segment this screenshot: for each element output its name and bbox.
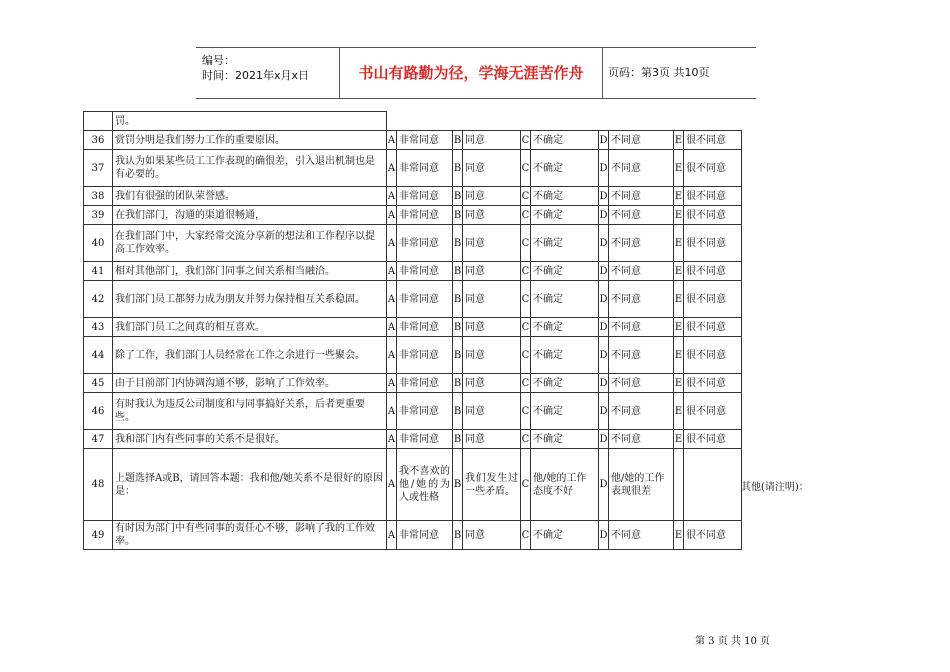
option-e[interactable]: 很不同意	[684, 374, 742, 393]
question-text: 在我们部门中，大家经常交流分享新的想法和工作程序以提高工作效率。	[113, 225, 387, 262]
option-d[interactable]: 他/她的工作表现很差	[609, 449, 674, 521]
row-number: 48	[84, 449, 113, 521]
option-letter-c[interactable]: C	[521, 430, 531, 449]
option-letter-d[interactable]: D	[599, 150, 609, 187]
option-c[interactable]: 不确定	[531, 521, 599, 550]
option-letter-d[interactable]: D	[599, 131, 609, 150]
option-a[interactable]: 非常同意	[397, 131, 453, 150]
option-letter-a[interactable]: A	[387, 131, 397, 150]
option-letter-a[interactable]: A	[387, 521, 397, 550]
option-letter-b[interactable]: B	[453, 206, 463, 225]
option-b[interactable]: 同意	[463, 225, 521, 262]
row-number: 38	[84, 187, 113, 206]
row-number: 40	[84, 225, 113, 262]
option-a[interactable]: 我不喜欢的他/她的为人或性格	[397, 449, 453, 521]
option-letter-b[interactable]: B	[453, 150, 463, 187]
option-e[interactable]: 很不同意	[684, 187, 742, 206]
option-letter-d[interactable]: D	[599, 262, 609, 281]
option-b[interactable]: 同意	[463, 337, 521, 374]
option-letter-d[interactable]: D	[599, 521, 609, 550]
option-letter-a[interactable]: A	[387, 281, 397, 318]
option-letter-c[interactable]: C	[521, 225, 531, 262]
option-c[interactable]: 他/她的工作态度不好	[531, 449, 599, 521]
option-a[interactable]: 非常同意	[397, 521, 453, 550]
option-c[interactable]: 不确定	[531, 262, 599, 281]
option-letter-c[interactable]: C	[521, 521, 531, 550]
question-row	[84, 374, 742, 393]
page-footer: 第 3 页 共 10 页	[695, 636, 770, 647]
option-c[interactable]: 不确定	[531, 374, 599, 393]
option-b[interactable]: 同意	[463, 131, 521, 150]
question-text: 在我们部门，沟通的渠道很畅通，	[113, 206, 387, 225]
option-letter-c[interactable]: C	[521, 262, 531, 281]
option-letter-a[interactable]: A	[387, 187, 397, 206]
option-e	[684, 449, 742, 521]
option-letter-c[interactable]: C	[521, 449, 531, 521]
option-letter-e[interactable]: E	[674, 187, 684, 206]
question-text: 上题选择A或B，请回答本题：我和他/她关系不是很好的原因是：	[113, 449, 387, 521]
option-letter-a[interactable]: A	[387, 449, 397, 521]
option-d[interactable]: 不同意	[609, 521, 674, 550]
option-letter-a[interactable]: A	[387, 337, 397, 374]
option-a[interactable]: 非常同意	[397, 337, 453, 374]
option-a[interactable]: 非常同意	[397, 281, 453, 318]
row-number: 41	[84, 262, 113, 281]
option-c[interactable]: 不确定	[531, 393, 599, 430]
option-a[interactable]: 非常同意	[397, 206, 453, 225]
option-letter-a[interactable]: A	[387, 430, 397, 449]
option-e[interactable]: 很不同意	[684, 131, 742, 150]
row-number: 45	[84, 374, 113, 393]
option-d[interactable]: 不同意	[609, 131, 674, 150]
number-label: 编号：	[202, 54, 235, 67]
option-a[interactable]: 非常同意	[397, 225, 453, 262]
question-row	[84, 225, 742, 262]
option-a[interactable]: 非常同意	[397, 374, 453, 393]
question-text: 有时因为部门中有些同事的责任心不够，影响了我的工作效率。	[113, 521, 387, 550]
header-meta	[196, 48, 340, 98]
option-letter-e[interactable]: E	[674, 225, 684, 262]
question-row	[84, 521, 742, 550]
option-letter-d[interactable]: D	[599, 281, 609, 318]
option-b[interactable]: 同意	[463, 521, 521, 550]
option-d[interactable]: 不同意	[609, 337, 674, 374]
row-number	[84, 112, 113, 131]
option-letter-d[interactable]: D	[599, 225, 609, 262]
option-b[interactable]: 我们发生过一些矛盾。	[463, 449, 521, 521]
option-e[interactable]: 很不同意	[684, 225, 742, 262]
option-d[interactable]: 不同意	[609, 374, 674, 393]
row-number: 43	[84, 318, 113, 337]
option-d[interactable]: 不同意	[609, 225, 674, 262]
option-letter-b[interactable]: B	[453, 337, 463, 374]
option-a[interactable]: 非常同意	[397, 318, 453, 337]
option-letter-d[interactable]: D	[599, 318, 609, 337]
survey-table	[83, 111, 742, 550]
option-d[interactable]: 不同意	[609, 430, 674, 449]
option-b[interactable]: 同意	[463, 187, 521, 206]
question-row	[84, 281, 742, 318]
option-c[interactable]: 不确定	[531, 337, 599, 374]
option-c[interactable]: 不确定	[531, 150, 599, 187]
option-a[interactable]: 非常同意	[397, 187, 453, 206]
option-letter-d[interactable]: D	[599, 206, 609, 225]
option-letter-b[interactable]: B	[453, 521, 463, 550]
question-row	[84, 337, 742, 374]
option-letter-e[interactable]: E	[674, 131, 684, 150]
option-e[interactable]: 很不同意	[684, 521, 742, 550]
option-d[interactable]: 不同意	[609, 262, 674, 281]
option-letter-e[interactable]: E	[674, 393, 684, 430]
option-letter-e[interactable]: E	[674, 430, 684, 449]
question-row	[84, 318, 742, 337]
option-letter-e	[674, 449, 684, 521]
option-c[interactable]: 不确定	[531, 187, 599, 206]
option-b[interactable]: 同意	[463, 430, 521, 449]
option-letter-d[interactable]: D	[599, 449, 609, 521]
option-letter-a[interactable]: A	[387, 318, 397, 337]
row-number: 49	[84, 521, 113, 550]
option-letter-e[interactable]: E	[674, 374, 684, 393]
option-letter-c[interactable]: C	[521, 393, 531, 430]
option-letter-e[interactable]: E	[674, 150, 684, 187]
option-b[interactable]: 同意	[463, 281, 521, 318]
option-letter-c[interactable]: C	[521, 187, 531, 206]
option-letter-d[interactable]: D	[599, 337, 609, 374]
option-d[interactable]: 不同意	[609, 187, 674, 206]
option-c[interactable]: 不确定	[531, 281, 599, 318]
option-letter-d[interactable]: D	[599, 374, 609, 393]
option-d[interactable]: 不同意	[609, 393, 674, 430]
option-letter-c[interactable]: C	[521, 374, 531, 393]
option-e[interactable]: 很不同意	[684, 150, 742, 187]
option-letter-e[interactable]: E	[674, 206, 684, 225]
option-b[interactable]: 同意	[463, 374, 521, 393]
row-number: 44	[84, 337, 113, 374]
question-text: 相对其他部门，我们部门同事之间关系相当融洽。	[113, 262, 387, 281]
option-e[interactable]: 很不同意	[684, 430, 742, 449]
option-letter-a[interactable]: A	[387, 206, 397, 225]
option-letter-b[interactable]: B	[453, 281, 463, 318]
row-number: 39	[84, 206, 113, 225]
question-text: 我和部门内有些同事的关系不是很好。	[113, 430, 387, 449]
option-e[interactable]: 很不同意	[684, 262, 742, 281]
option-letter-c[interactable]: C	[521, 318, 531, 337]
option-letter-a[interactable]: A	[387, 150, 397, 187]
option-letter-a[interactable]: A	[387, 225, 397, 262]
question-row	[84, 187, 742, 206]
question-text: 我认为如果某些员工工作表现的确很差，引入退出机制也是有必要的。	[113, 150, 387, 187]
option-letter-a[interactable]: A	[387, 374, 397, 393]
option-letter-e[interactable]: E	[674, 337, 684, 374]
option-letter-c[interactable]: C	[521, 337, 531, 374]
option-letter-b[interactable]: B	[453, 430, 463, 449]
other-option-label: 其他(请注明)：	[741, 481, 809, 493]
question-text: 由于目前部门内协调沟通不够，影响了工作效率。	[113, 374, 387, 393]
question-row	[84, 430, 742, 449]
time-label: 时间：2021年x月x日	[202, 69, 310, 82]
option-d[interactable]: 不同意	[609, 206, 674, 225]
option-b[interactable]: 同意	[463, 206, 521, 225]
option-letter-b[interactable]: B	[453, 374, 463, 393]
option-a[interactable]: 非常同意	[397, 262, 453, 281]
option-letter-e[interactable]: E	[674, 521, 684, 550]
option-c[interactable]: 不确定	[531, 131, 599, 150]
option-letter-e[interactable]: E	[674, 318, 684, 337]
page-header	[196, 47, 756, 99]
option-letter-c[interactable]: C	[521, 131, 531, 150]
option-letter-a[interactable]: A	[387, 262, 397, 281]
option-b[interactable]: 同意	[463, 393, 521, 430]
row-number: 46	[84, 393, 113, 430]
option-letter-b[interactable]: B	[453, 318, 463, 337]
option-letter-b[interactable]: B	[453, 262, 463, 281]
option-d[interactable]: 不同意	[609, 150, 674, 187]
option-letter-e[interactable]: E	[674, 262, 684, 281]
option-c[interactable]: 不确定	[531, 225, 599, 262]
question-row	[84, 206, 742, 225]
option-letter-a[interactable]: A	[387, 393, 397, 430]
option-letter-e[interactable]: E	[674, 281, 684, 318]
option-a[interactable]: 非常同意	[397, 150, 453, 187]
question-text: 赏罚分明是我们努力工作的重要原因。	[113, 131, 387, 150]
option-a[interactable]: 非常同意	[397, 393, 453, 430]
option-e[interactable]: 很不同意	[684, 393, 742, 430]
option-e[interactable]: 很不同意	[684, 337, 742, 374]
option-letter-b[interactable]: B	[453, 393, 463, 430]
option-b[interactable]: 同意	[463, 150, 521, 187]
question-text: 除了工作，我们部门人员经常在工作之余进行一些聚会。	[113, 337, 387, 374]
question-text: 我们部门员工之间真的相互喜欢。	[113, 318, 387, 337]
question-text: 有时我认为违反公司制度和与同事搞好关系，后者更重要些。	[113, 393, 387, 430]
row-number: 37	[84, 150, 113, 187]
option-letter-b[interactable]: B	[453, 449, 463, 521]
question-row	[84, 131, 742, 150]
slogan: 书山有路勤为径，学海无涯苦作舟	[340, 48, 603, 98]
option-c[interactable]: 不确定	[531, 318, 599, 337]
row-number: 36	[84, 131, 113, 150]
continuation-row	[84, 112, 742, 131]
option-d[interactable]: 不同意	[609, 281, 674, 318]
question-row	[84, 150, 742, 187]
page-label: 页码：第3页 共10页	[608, 66, 710, 79]
question-text: 我们有很强的团队荣誉感。	[113, 187, 387, 206]
option-letter-d[interactable]: D	[599, 430, 609, 449]
option-letter-c[interactable]: C	[521, 206, 531, 225]
option-e[interactable]: 很不同意	[684, 206, 742, 225]
row-number: 47	[84, 430, 113, 449]
option-b[interactable]: 同意	[463, 262, 521, 281]
question-row	[84, 393, 742, 430]
option-letter-b[interactable]: B	[453, 131, 463, 150]
option-letter-b[interactable]: B	[453, 187, 463, 206]
option-e[interactable]: 很不同意	[684, 281, 742, 318]
option-letter-b[interactable]: B	[453, 225, 463, 262]
option-d[interactable]: 不同意	[609, 318, 674, 337]
option-b[interactable]: 同意	[463, 318, 521, 337]
option-letter-d[interactable]: D	[599, 187, 609, 206]
question-text: 我们部门员工都努力成为朋友并努力保持相互关系稳固。	[113, 281, 387, 318]
question-row	[84, 262, 742, 281]
option-c[interactable]: 不确定	[531, 430, 599, 449]
option-letter-d[interactable]: D	[599, 393, 609, 430]
option-a[interactable]: 非常同意	[397, 430, 453, 449]
option-letter-c[interactable]: C	[521, 281, 531, 318]
question-row-48	[84, 449, 742, 521]
question-text: 罚。	[113, 112, 387, 131]
option-c[interactable]: 不确定	[531, 206, 599, 225]
option-letter-c[interactable]: C	[521, 150, 531, 187]
row-number: 42	[84, 281, 113, 318]
option-e[interactable]: 很不同意	[684, 318, 742, 337]
